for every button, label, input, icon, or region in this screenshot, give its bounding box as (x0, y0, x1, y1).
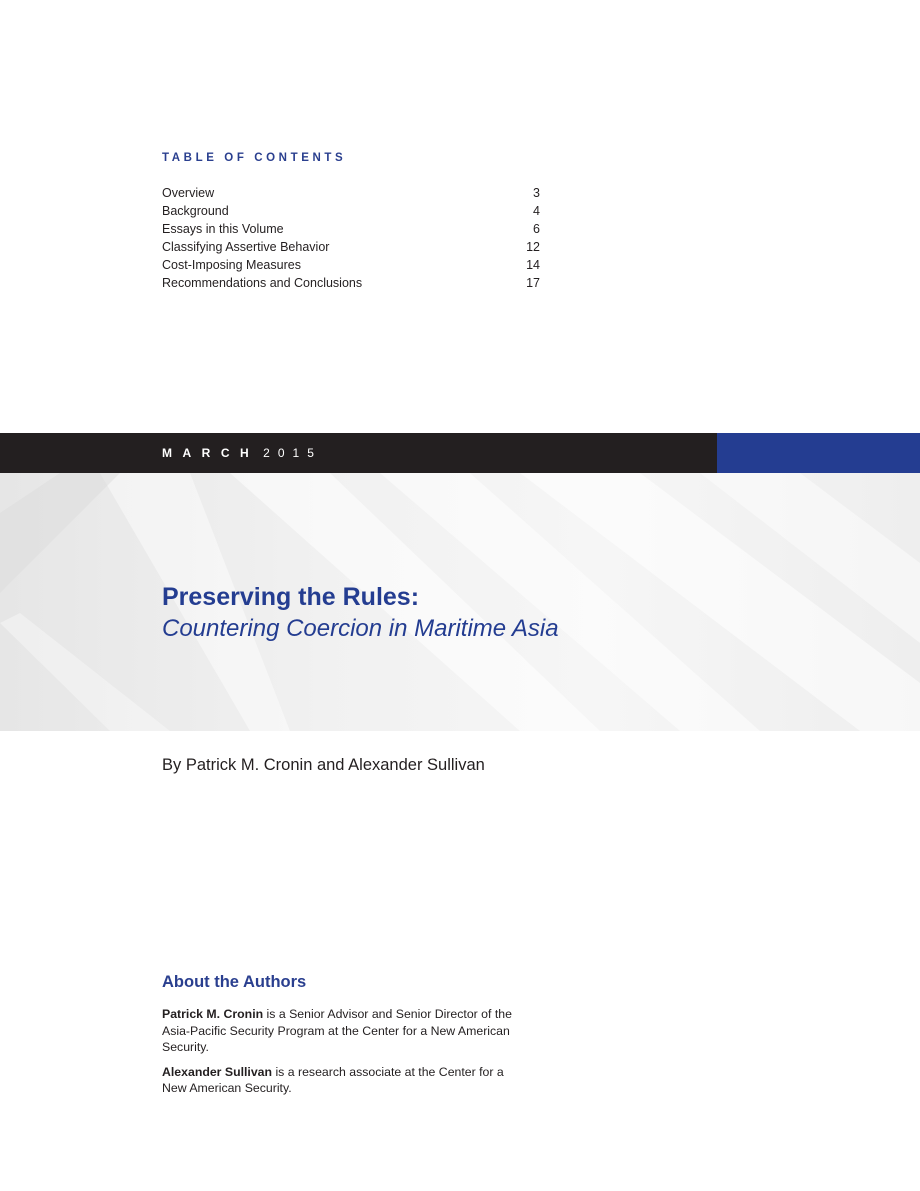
toc-item-background[interactable] (162, 202, 540, 220)
toc-item-page: 12 (526, 240, 540, 254)
toc-item-page: 6 (533, 222, 540, 236)
toc-item-title: Cost-Imposing Measures (162, 258, 301, 272)
date-month: MARCH (162, 446, 260, 460)
toc-item-page: 14 (526, 258, 540, 272)
about-the-authors (162, 972, 512, 1105)
toc-item-title: Background (162, 204, 229, 218)
byline: By Patrick M. Cronin and Alexander Sullivan (162, 756, 485, 774)
toc-item-recommendations[interactable] (162, 274, 540, 292)
toc-item-cost-imposing[interactable] (162, 256, 540, 274)
author-bio (162, 1006, 512, 1056)
author-name: Patrick M. Cronin (162, 1007, 264, 1021)
date-band (0, 433, 920, 473)
toc-item-title: Essays in this Volume (162, 222, 284, 236)
author-description: is a research associate at the Center for a New American Security. (162, 1064, 504, 1095)
table-of-contents (162, 152, 540, 292)
accent-block (717, 433, 920, 473)
author-bio (162, 1064, 512, 1097)
date-year: 2015 (263, 446, 322, 460)
author-name: Alexander Sullivan (162, 1064, 273, 1079)
toc-item-overview[interactable] (162, 184, 540, 202)
author-description: is a Senior Advisor and Senior Director of the Asia-Pacific Security Program at the Center for a New American Security. (162, 1007, 512, 1054)
toc-item-essays[interactable] (162, 220, 540, 238)
toc-item-title: Classifying Assertive Behavior (162, 240, 330, 254)
title-main: Preserving the Rules: (162, 583, 420, 611)
title-panel (0, 473, 920, 731)
toc-heading: TABLE OF CONTENTS (162, 152, 347, 164)
toc-item-title: Overview (162, 186, 215, 200)
title-subtitle: Countering Coercion in Maritime Asia (162, 615, 559, 642)
toc-item-page: 4 (533, 204, 540, 218)
toc-item-title: Recommendations and Conclusions (162, 276, 363, 290)
toc-item-page: 3 (533, 186, 540, 200)
toc-item-page: 17 (526, 276, 540, 290)
publication-date (162, 446, 322, 460)
toc-list (162, 184, 540, 292)
report-title (162, 581, 559, 645)
about-heading: About the Authors (162, 973, 307, 991)
toc-item-classifying[interactable] (162, 238, 540, 256)
